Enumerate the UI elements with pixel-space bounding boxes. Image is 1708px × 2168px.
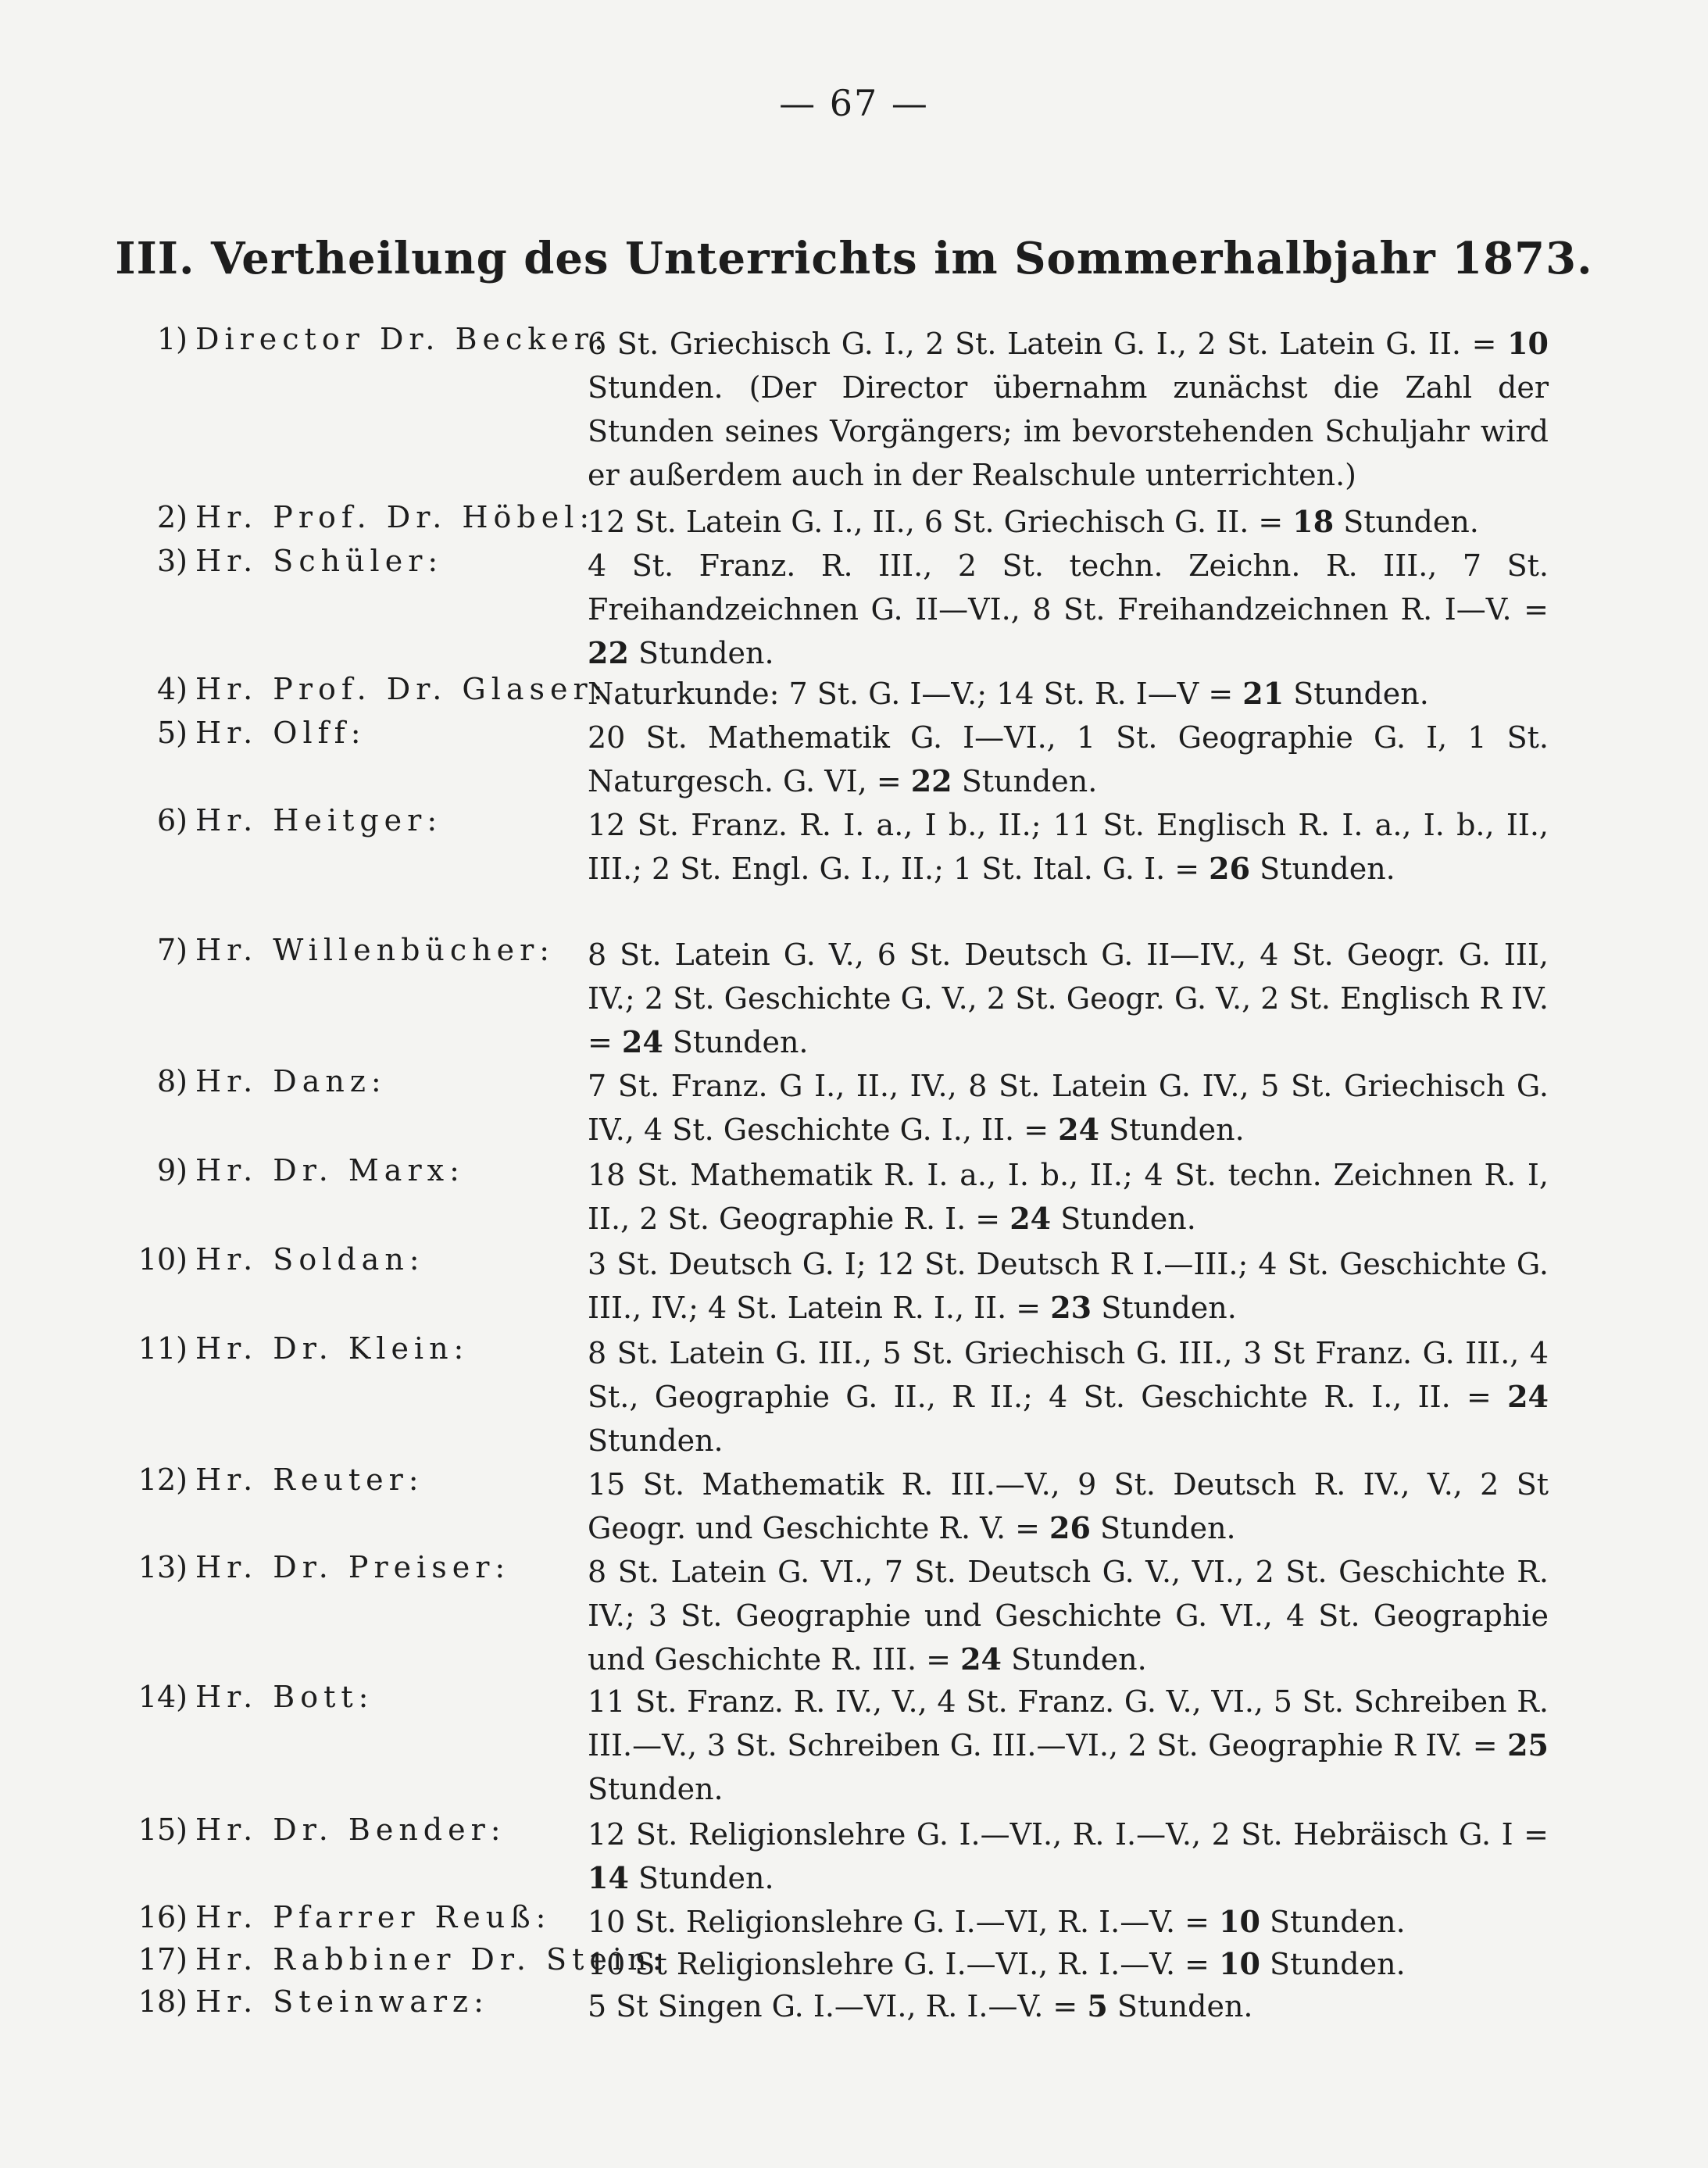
entry-text: 8 St. Latein G. V., 6 St. Deutsch G. II—IV., 4 St. Geogr. G. III, IV.; 2 St. Geschichte G. V., 2 St. Geogr. G. V., 2 St. Englisch R IV. = 24 Stunden. <box>588 938 1549 1059</box>
entry-number: 11) <box>138 1331 188 1366</box>
teacher-name: Hr. Prof. Dr. Höbel: <box>195 500 595 534</box>
teacher-name: Hr. Prof. Dr. Glaser: <box>195 672 609 706</box>
entry-text: 20 St. Mathematik G. I—VI., 1 St. Geographie G. I, 1 St. Naturgesch. G. VI, = 22 Stunden. <box>588 720 1549 798</box>
teacher-name: Hr. Bott: <box>195 1680 374 1714</box>
teacher-name: Hr. Willenbücher: <box>195 933 556 967</box>
teacher-name: Director Dr. Becker: <box>195 322 609 356</box>
entry-number: 13) <box>138 1550 188 1584</box>
entry-number: 7) <box>156 933 188 967</box>
teacher-name: Hr. Dr. Preiser: <box>195 1550 511 1584</box>
entry-number: 6) <box>156 803 188 838</box>
entry-text: 10 St Religionslehre G. I.—VI., R. I.—V. = 10 Stunden. <box>588 1946 1406 1981</box>
entry-number: 2) <box>156 500 188 534</box>
entry-text: 8 St. Latein G. VI., 7 St. Deutsch G. V., VI., 2 St. Geschichte R. IV.; 3 St. Geographie und Geschichte G. VI., 4 St. Geographie und Geschichte R. III. = 24 Stunden. <box>588 1555 1549 1677</box>
entry-text: 12 St. Latein G. I., II., 6 St. Griechisch G. II. = 18 Stunden. <box>588 504 1479 539</box>
teacher-name: Hr. Reuter: <box>195 1463 424 1497</box>
entry-number: 16) <box>138 1900 188 1934</box>
entry-text: 5 St Singen G. I.—VI., R. I.—V. = 5 Stunden. <box>588 1988 1253 2023</box>
entry-text: 15 St. Mathematik R. III.—V., 9 St. Deutsch R. IV., V., 2 St Geogr. und Geschichte R. V. = 26 Stunden. <box>588 1467 1549 1545</box>
entry-number: 10) <box>138 1242 188 1277</box>
teacher-name: Hr. Steinwarz: <box>195 1984 489 2019</box>
entry-number: 1) <box>156 322 188 356</box>
teacher-name: Hr. Danz: <box>195 1064 387 1098</box>
entry-text: 10 St. Religionslehre G. I.—VI, R. I.—V. = 10 Stunden. <box>588 1904 1406 1939</box>
teacher-name: Hr. Dr. Bender: <box>195 1813 506 1847</box>
entry-text: 6 St. Griechisch G. I., 2 St. Latein G. I., 2 St. Latein G. II. = 10 Stunden. (Der Director übernahm zunächst die Zahl der Stunden seines Vorgängers; im bevorstehenden Schuljahr wird er außerdem auch in der Realschule unterrichten.) <box>588 326 1549 492</box>
entry-text: 4 St. Franz. R. III., 2 St. techn. Zeichn. R. III., 7 St. Freihandzeichnen G. II—VI., 8 St. Freihandzeichnen R. I—V. = 22 Stunden. <box>588 548 1549 670</box>
teacher-name: Hr. Rabbiner Dr. Stein: <box>195 1942 668 1977</box>
page-number: — 67 — <box>779 82 929 124</box>
entry-text: 8 St. Latein G. III., 5 St. Griechisch G. III., 3 St Franz. G. III., 4 St., Geographie G. II., R II.; 4 St. Geschichte R. I., II. = 24 Stunden. <box>588 1336 1549 1458</box>
entry-text: 18 St. Mathematik R. I. a., I. b., II.; 4 St. techn. Zeichnen R. I, II., 2 St. Geographie R. I. = 24 Stunden. <box>588 1158 1549 1236</box>
entry-number: 15) <box>138 1813 188 1847</box>
entry-text: 7 St. Franz. G I., II., IV., 8 St. Latein G. IV., 5 St. Griechisch G. IV., 4 St. Geschichte G. I., II. = 24 Stunden. <box>588 1069 1549 1147</box>
entry-number: 12) <box>138 1463 188 1497</box>
entry-number: 5) <box>156 716 188 750</box>
teacher-name: Hr. Olff: <box>195 716 366 750</box>
teacher-name: Hr. Pfarrer Reuß: <box>195 1900 552 1934</box>
entry-number: 3) <box>156 544 188 578</box>
teacher-name: Hr. Dr. Marx: <box>195 1153 465 1188</box>
entry-text: 12 St. Religionslehre G. I.—VI., R. I.—V., 2 St. Hebräisch G. I = 14 Stunden. <box>588 1817 1549 1895</box>
entry-text: 11 St. Franz. R. IV., V., 4 St. Franz. G. V., VI., 5 St. Schreiben R. III.—V., 3 St. Schreiben G. III.—VI., 2 St. Geographie R IV. = 25 Stunden. <box>588 1684 1549 1806</box>
teacher-name: Hr. Soldan: <box>195 1242 425 1277</box>
entry-text: 12 St. Franz. R. I. a., I b., II.; 11 St. Englisch R. I. a., I. b., II., III.; 2 St. Engl. G. I., II.; 1 St. Ital. G. I. = 26 Stunden. <box>588 808 1549 886</box>
section-title: III. Vertheilung des Unterrichts im Sommerhalbjahr 1873. <box>115 233 1593 284</box>
entry-text: Naturkunde: 7 St. G. I—V.; 14 St. R. I—V = 21 Stunden. <box>588 676 1429 711</box>
entry-number: 18) <box>138 1984 188 2019</box>
teacher-name: Hr. Schüler: <box>195 544 444 578</box>
entry-number: 9) <box>156 1153 188 1188</box>
teacher-name: Hr. Heitger: <box>195 803 443 838</box>
teacher-name: Hr. Dr. Klein: <box>195 1331 470 1366</box>
entry-text: 3 St. Deutsch G. I; 12 St. Deutsch R I.—III.; 4 St. Geschichte G. III., IV.; 4 St. Latein R. I., II. = 23 Stunden. <box>588 1247 1549 1325</box>
entry-number: 8) <box>156 1064 188 1098</box>
entry-number: 14) <box>138 1680 188 1714</box>
entry-number: 17) <box>138 1942 188 1977</box>
entry-number: 4) <box>156 672 188 706</box>
